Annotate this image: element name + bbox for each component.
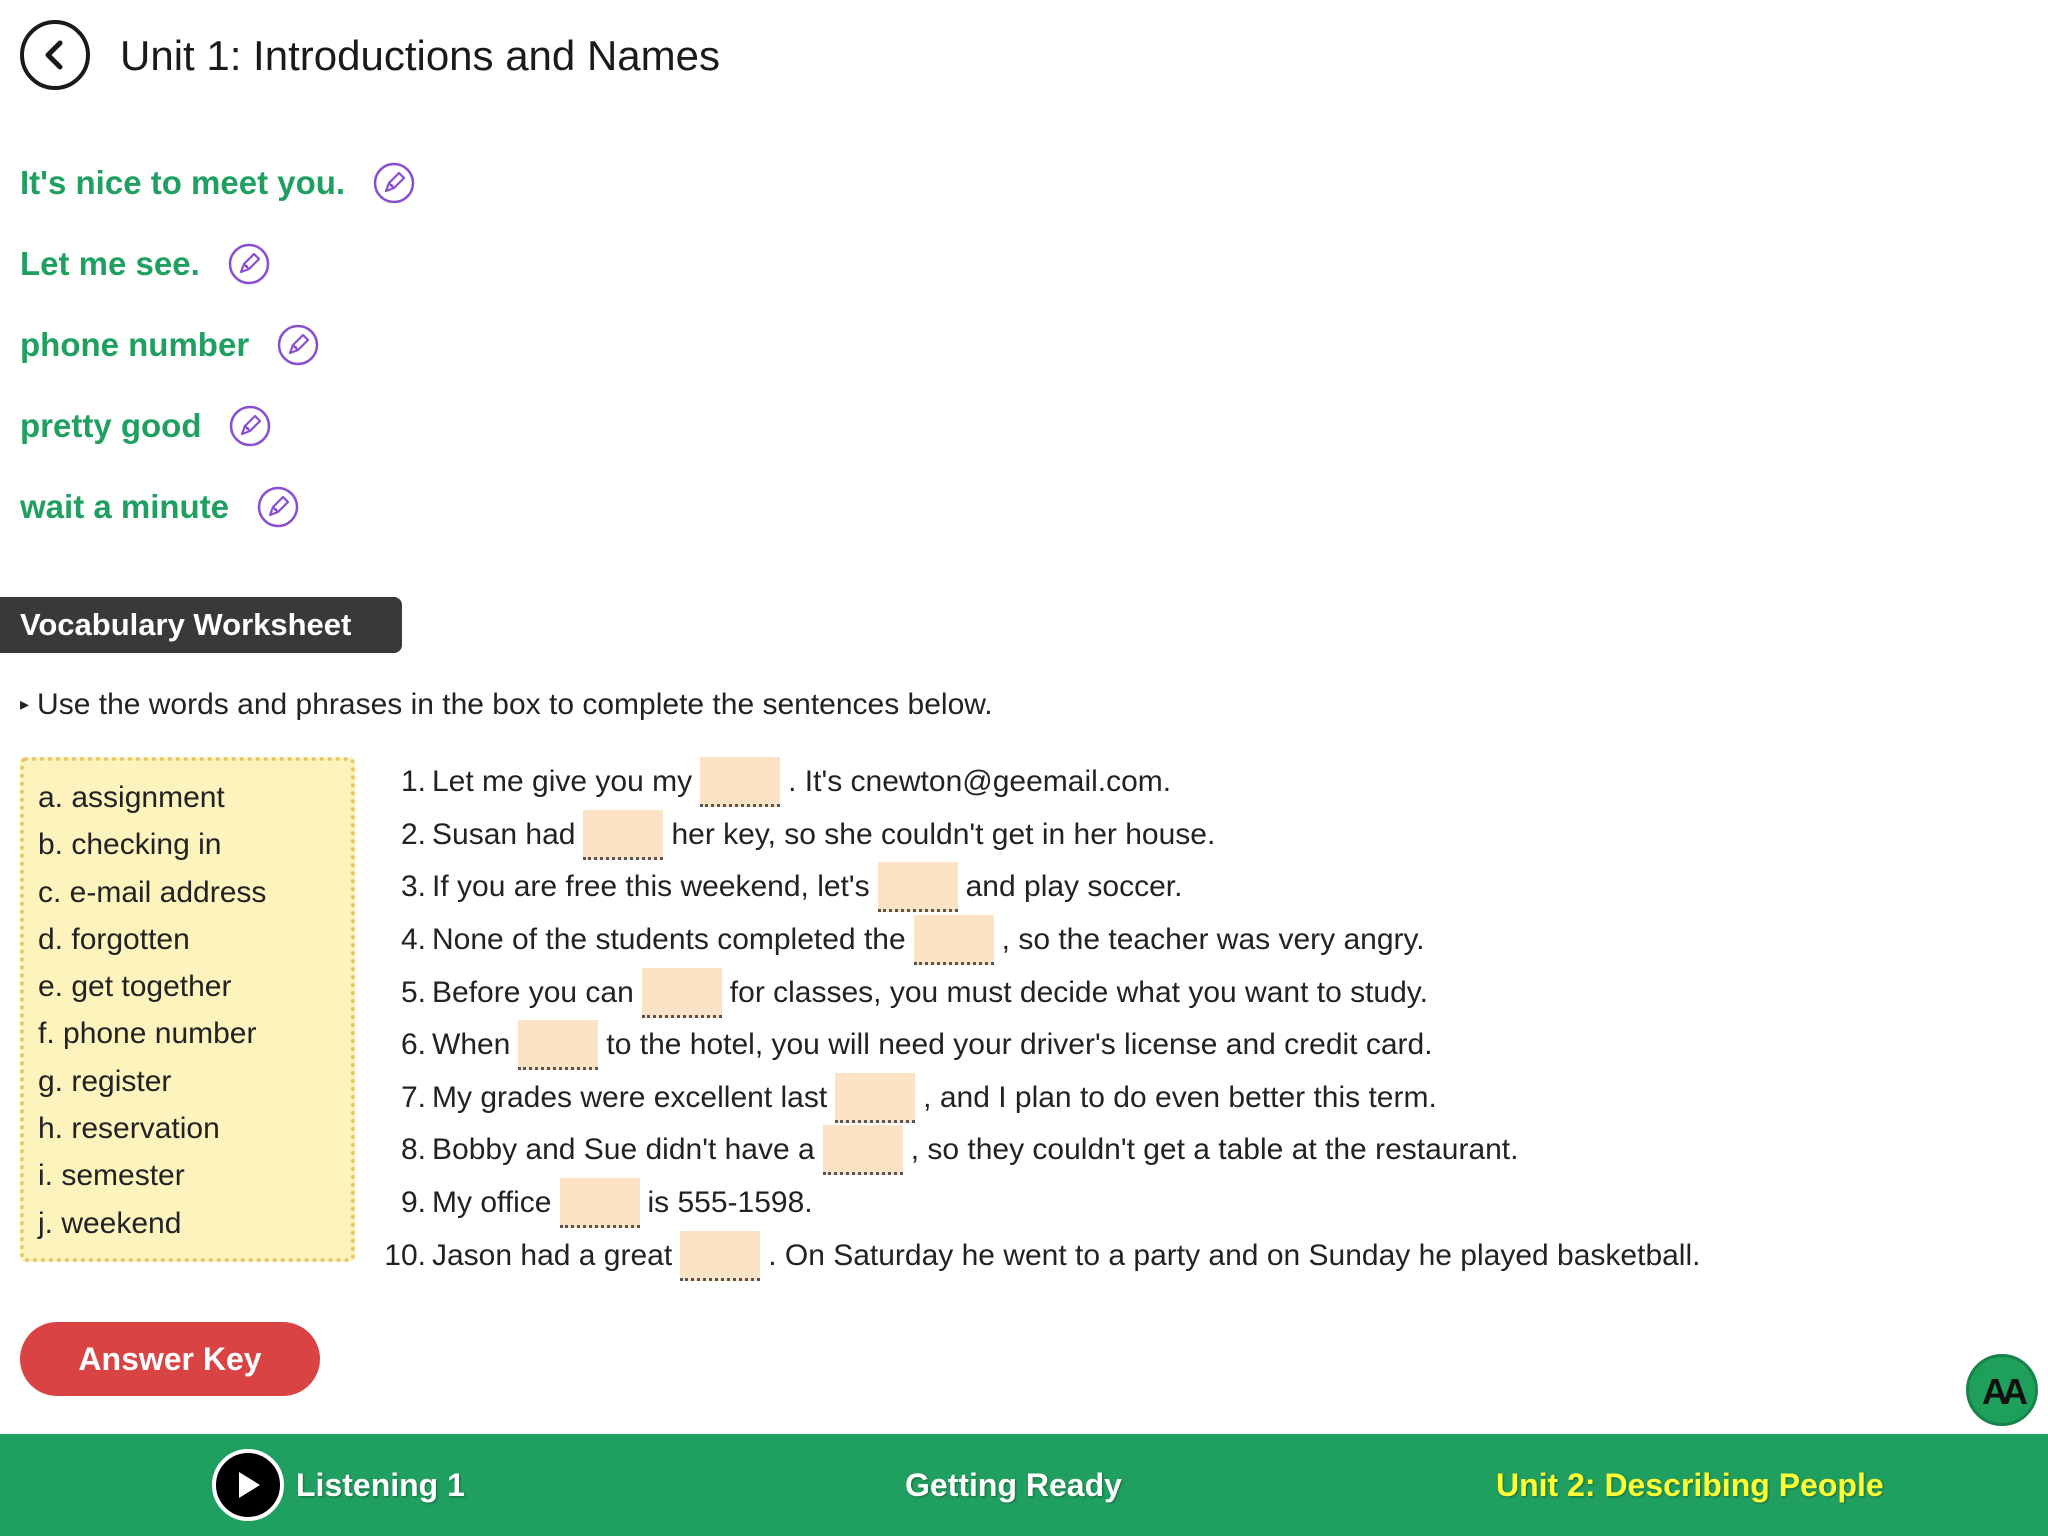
answer-key-button[interactable]: Answer Key (20, 1322, 320, 1396)
sentence-after: , and I plan to do even better this term. (923, 1080, 1437, 1114)
sentence-before: My office (432, 1186, 552, 1220)
nav-center-label: Getting Ready (905, 1466, 1122, 1503)
sentence-before: My grades were excellent last (432, 1080, 828, 1114)
nav-next-label: Unit 2: Describing People (1496, 1466, 1884, 1503)
sentence-before: None of the students completed the (432, 923, 906, 957)
instruction (20, 688, 993, 722)
sentence-after: her key, so she couldn't get in her house. (671, 817, 1216, 851)
sentence-after: . It's cnewton@geemail.com. (788, 765, 1172, 799)
sentence-number: 2. (400, 817, 426, 851)
sentence-row (372, 1177, 1700, 1230)
answer-blank[interactable] (823, 1125, 903, 1175)
sentence-row (372, 1229, 1700, 1282)
sentence-before: Let me give you my (432, 765, 693, 799)
word-box-item: g. register (38, 1064, 172, 1098)
play-icon (212, 1449, 284, 1521)
phrase-list (20, 142, 415, 547)
answer-blank[interactable] (680, 1231, 760, 1281)
sentence-row (372, 756, 1700, 809)
pen-record-button[interactable] (228, 243, 270, 285)
sentence-after: , so they couldn't get a table at the restaurant. (910, 1133, 1519, 1167)
phrase-text: Let me see. (20, 244, 200, 282)
nav-prev-listening[interactable] (212, 1434, 465, 1536)
answer-blank[interactable] (835, 1073, 915, 1123)
pen-record-icon (228, 243, 270, 285)
phrase-text: pretty good (20, 406, 202, 444)
triangle-bullet-icon: ▸ (20, 694, 30, 714)
answer-blank[interactable] (914, 915, 994, 965)
sentence-row (372, 966, 1700, 1019)
section-label: Vocabulary Worksheet (0, 597, 402, 653)
sentence-after: . On Saturday he went to a party and on Sunday he played basketball. (768, 1238, 1701, 1272)
answer-blank[interactable] (583, 810, 663, 860)
sentence-before: When (432, 1028, 511, 1062)
sentence-number: 5. (400, 975, 426, 1009)
answer-blank[interactable] (878, 862, 958, 912)
word-box-item: e. get together (38, 970, 232, 1004)
sentence-row (372, 861, 1700, 914)
phrase-item (20, 304, 415, 385)
back-button[interactable] (20, 20, 90, 90)
sentence-before: Jason had a great (432, 1238, 673, 1272)
sentence-number: 8. (400, 1133, 426, 1167)
sentence-row (372, 1019, 1700, 1072)
pen-record-button[interactable] (229, 405, 271, 447)
sentence-after: for classes, you must decide what you want to study. (729, 975, 1428, 1009)
word-box-item: b. checking in (38, 828, 222, 862)
word-box-item: d. forgotten (38, 922, 190, 956)
pen-record-button[interactable] (257, 486, 299, 528)
sentence-list (372, 756, 1700, 1282)
nav-getting-ready[interactable] (905, 1434, 1122, 1536)
pen-record-icon (373, 162, 415, 204)
sentence-after: to the hotel, you will need your driver's license and credit card. (606, 1028, 1433, 1062)
pen-record-icon (229, 405, 271, 447)
sentence-after: is 555-1598. (647, 1186, 813, 1220)
sentence-after: , so the teacher was very angry. (1001, 923, 1425, 957)
sentence-number: 4. (400, 923, 426, 957)
sentence-number: 7. (400, 1080, 426, 1114)
phrase-item (20, 385, 415, 466)
answer-blank[interactable] (642, 968, 722, 1018)
font-size-label: AA (1982, 1371, 2022, 1412)
bottom-nav-bar (0, 1434, 2048, 1536)
word-box-item: h. reservation (38, 1112, 220, 1146)
phrase-item (20, 142, 415, 223)
sentence-row (372, 809, 1700, 862)
sentence-after: and play soccer. (965, 870, 1183, 904)
page-title: Unit 1: Introductions and Names (120, 32, 720, 79)
sentence-before: Bobby and Sue didn't have a (432, 1133, 815, 1167)
word-box-item: j. weekend (38, 1206, 182, 1240)
pen-record-icon (277, 324, 319, 366)
nav-prev-label: Listening 1 (296, 1466, 465, 1503)
sentence-number: 10. (384, 1238, 426, 1272)
instruction-text: Use the words and phrases in the box to complete the sentences below. (37, 688, 993, 721)
word-box-item: a. assignment (38, 781, 225, 814)
phrase-item (20, 466, 415, 547)
answer-blank[interactable] (700, 757, 780, 807)
sentence-number: 1. (400, 765, 426, 799)
sentence-number: 9. (400, 1186, 426, 1220)
phrase-text: wait a minute (20, 487, 230, 525)
chevron-left-icon (38, 38, 72, 72)
nav-next-unit[interactable] (1496, 1434, 1884, 1536)
phrase-text: It's nice to meet you. (20, 163, 346, 201)
sentence-row (372, 1072, 1700, 1125)
font-size-button[interactable] (1966, 1354, 2038, 1426)
pen-record-icon (257, 486, 299, 528)
sentence-row (372, 1124, 1700, 1177)
word-box (20, 757, 355, 1262)
answer-blank[interactable] (560, 1178, 640, 1228)
font-size-icon (1974, 1365, 2030, 1415)
answer-blank[interactable] (518, 1020, 598, 1070)
word-box-item: i. semester (38, 1159, 185, 1193)
pen-record-button[interactable] (373, 162, 415, 204)
word-box-item: c. e-mail address (38, 875, 267, 909)
phrase-text: phone number (20, 325, 250, 363)
phrase-item (20, 223, 415, 304)
sentence-before: Susan had (432, 817, 576, 851)
sentence-number: 6. (400, 1028, 426, 1062)
sentence-number: 3. (400, 870, 426, 904)
word-box-item: f. phone number (38, 1017, 257, 1051)
sentence-before: If you are free this weekend, let's (432, 870, 870, 904)
sentence-before: Before you can (432, 975, 634, 1009)
pen-record-button[interactable] (277, 324, 319, 366)
sentence-row (372, 914, 1700, 967)
